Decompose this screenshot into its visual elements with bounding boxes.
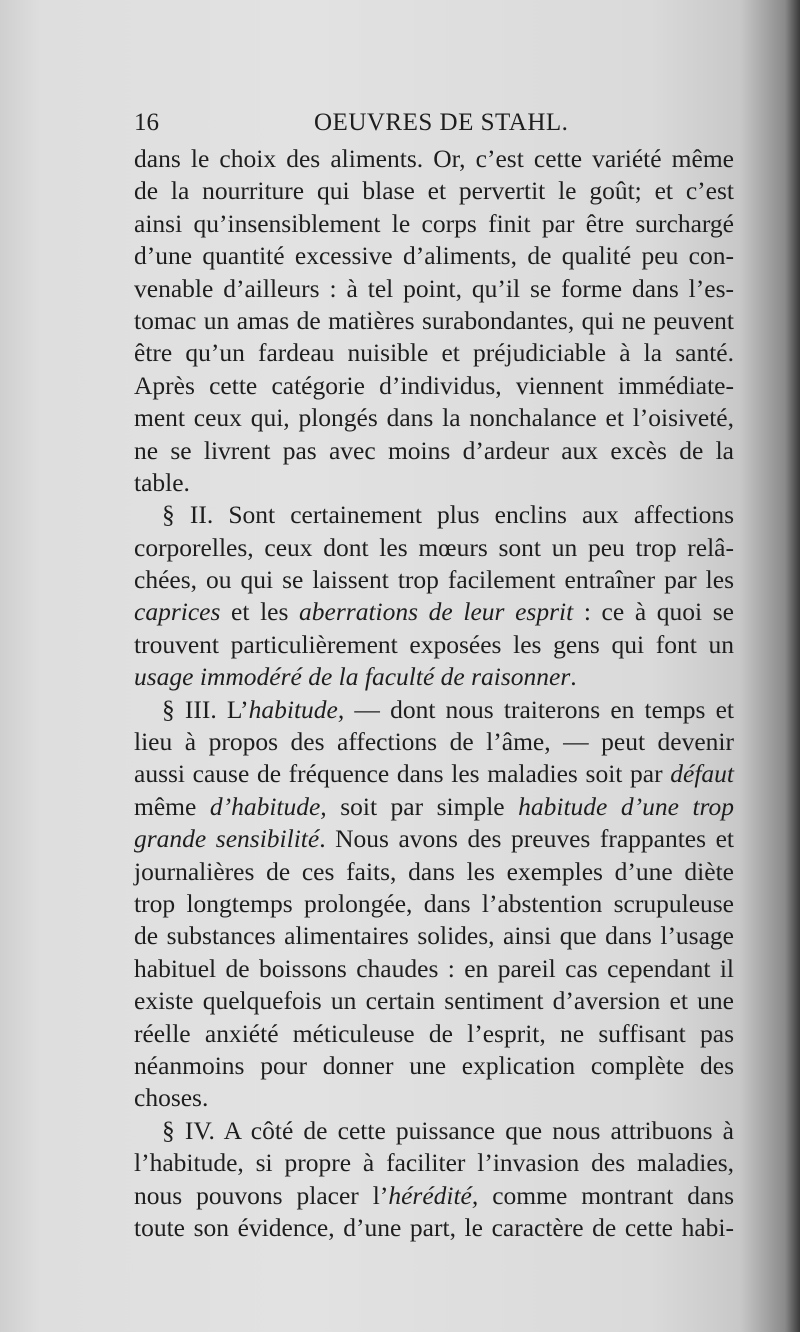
text-line: ne se livrent pas avec moins d’ardeur aux excès de la: [134, 435, 734, 465]
text-line: trouvent particulièrement exposées les gens qui font un: [134, 629, 734, 659]
paragraph-iii-start: § III. L’habitude, — dont nous traiterons en temps et: [162, 694, 734, 724]
text-line: habituel de boissons chaudes : en pareil cas cependant il: [134, 953, 734, 983]
page-header: [134, 106, 734, 140]
text-line: table.: [134, 467, 190, 497]
text-line: tomac un amas de matières surabondantes, qui ne peuvent: [134, 305, 734, 335]
paragraph-ii-start: § II. Sont certainement plus enclins aux affections: [162, 500, 734, 530]
text-line: usage immodéré de la faculté de raisonner.: [134, 662, 577, 692]
text-line: même d’habitude, soit par simple habitude d’une trop: [134, 791, 735, 821]
running-title: OEUVRES DE STAHL.: [314, 109, 569, 136]
text-line: nous pouvons placer l’hérédité, comme montrant dans: [134, 1180, 734, 1210]
text-line: existe quelquefois un certain sentiment d’aversion et une: [134, 986, 734, 1016]
text-line: d’une quantité excessive d’aliments, de qualité peu con-: [134, 241, 734, 271]
text-line: de substances alimentaires solides, ainsi que dans l’usage: [134, 921, 734, 951]
text-line: néanmoins pour donner une explication complète des: [134, 1050, 734, 1080]
text-line: aussi cause de fréquence dans les maladies soit par défaut: [134, 759, 734, 789]
text-line: caprices et les aberrations de leur esprit : ce à quoi se: [134, 597, 734, 627]
text-line: ment ceux qui, plongés dans la nonchalance et l’oisiveté,: [134, 403, 734, 433]
text-line: Après cette catégorie d’individus, viennent immédiate-: [134, 370, 734, 400]
text-line: corporelles, ceux dont les mœurs sont un peu trop relâ-: [134, 532, 734, 562]
text-line: dans le choix des aliments. Or, c’est cette variété même: [134, 144, 734, 173]
text-line: être qu’un fardeau nuisible et préjudiciable à la santé.: [134, 338, 734, 368]
text-line: l’habitude, si propre à faciliter l’invasion des maladies,: [134, 1148, 734, 1178]
text-line: trop longtemps prolongée, dans l’abstention scrupuleuse: [134, 888, 734, 918]
text-line: venable d’ailleurs : à tel point, qu’il se forme dans l’es-: [134, 273, 734, 303]
text-line: chées, ou qui se laissent trop facilement entraîner par les: [134, 565, 734, 595]
text-line: réelle anxiété méticuleuse de l’esprit, ne suffisant pas: [134, 1018, 734, 1048]
text-line: ainsi qu’insensiblement le corps finit par être surchargé: [134, 208, 734, 238]
text-line: journalières de ces faits, dans les exemples d’une diète: [134, 856, 734, 886]
paragraph-iv-start: § IV. A côté de cette puissance que nous attribuons à: [162, 1115, 734, 1145]
text-line: lieu à propos des affections de l’âme, — peut devenir: [134, 727, 734, 757]
page-number: 16: [134, 109, 159, 136]
text-line: toute son évidence, d’une part, le caractère de cette habi-: [134, 1212, 734, 1242]
body-text: [134, 143, 734, 1244]
text-line: choses.: [134, 1083, 209, 1113]
text-line: de la nourriture qui blase et pervertit le goût; et c’est: [134, 176, 734, 206]
text-line: grande sensibilité. Nous avons des preuves frappantes et: [134, 824, 734, 854]
